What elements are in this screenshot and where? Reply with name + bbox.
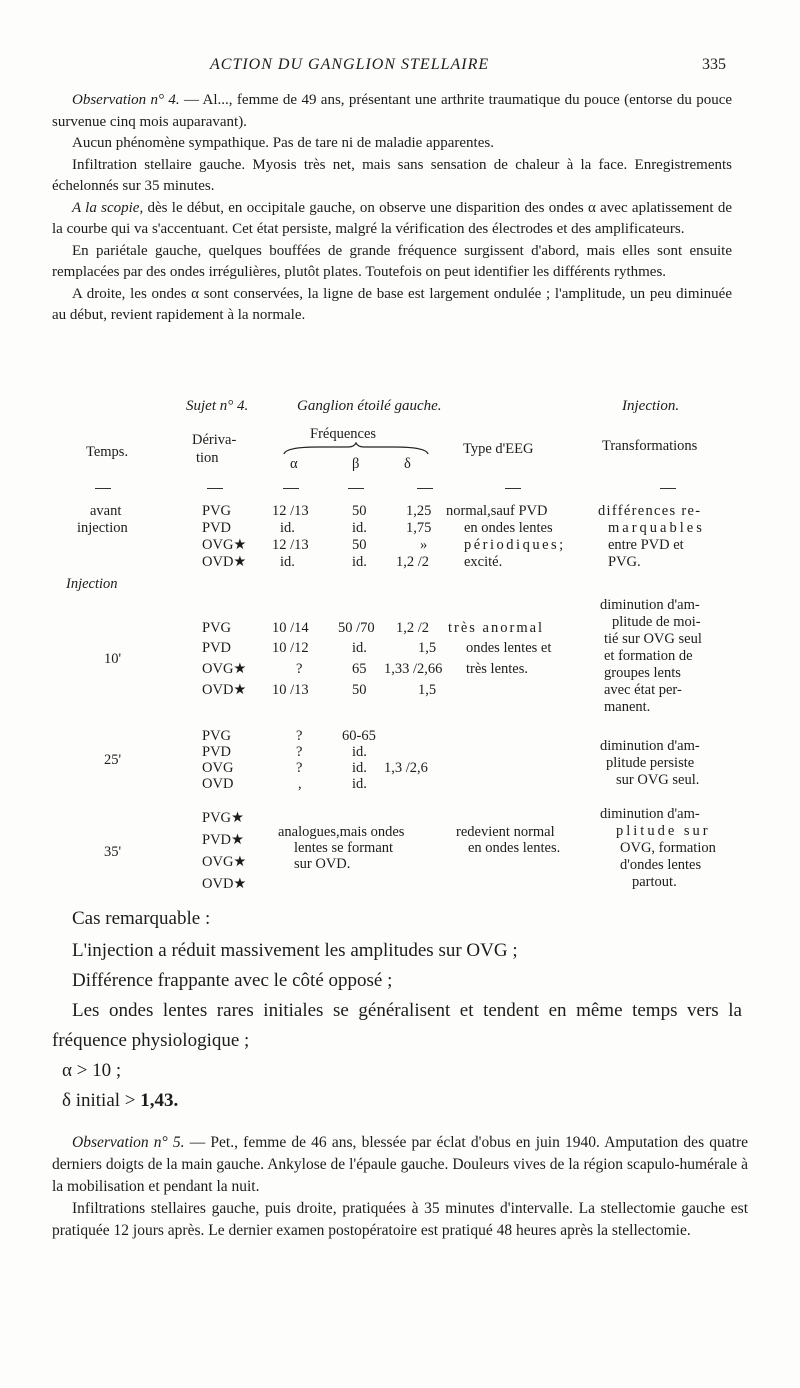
transformation: d'ondes lentes xyxy=(620,857,702,873)
observation-4-line-2: Aucun phénomène sympathique. Pas de tare ni de maladie apparentes. xyxy=(72,135,494,151)
summary-line: Les ondes lentes rares initiales se généralisent et tendent en même temps vers la fréquence physiologique ; xyxy=(52,1000,742,1051)
col-temps: Temps. xyxy=(86,444,129,460)
beta-value: 50 /70 xyxy=(338,620,375,636)
transformation: différences re- xyxy=(598,503,702,519)
header-rule xyxy=(417,488,433,489)
transformation: OVG, formation xyxy=(620,840,716,856)
transformation: diminution d'am- xyxy=(600,738,700,754)
beta-value: id. xyxy=(352,744,367,760)
derivation: PVG xyxy=(202,503,232,519)
derivation: OVD★ xyxy=(202,682,247,698)
table-injection-header: Injection. xyxy=(622,398,680,414)
beta-value: 50 xyxy=(352,682,367,698)
transformation: PVG. xyxy=(608,554,641,570)
derivation: OVG xyxy=(202,760,234,776)
transformation: diminution d'am- xyxy=(600,806,700,822)
time-label: injection xyxy=(77,520,128,536)
transformation: diminution d'am- xyxy=(600,597,700,613)
table-ganglion: Ganglion étoilé gauche. xyxy=(297,398,442,414)
frequences-brace xyxy=(282,442,430,456)
transformation: et formation de xyxy=(604,648,693,664)
delta-value: 1,33 /2,66 xyxy=(384,661,443,677)
page-number: 335 xyxy=(702,56,726,73)
beta-value: 50 xyxy=(352,503,367,519)
frequency-note: analogues,mais ondes xyxy=(278,824,405,840)
transformation: sur OVG seul. xyxy=(616,772,700,788)
derivation: OVG★ xyxy=(202,537,247,553)
derivation: PVD xyxy=(202,744,232,760)
eeg-type: très anormal xyxy=(448,620,545,636)
derivation: PVD xyxy=(202,520,232,536)
observation-5-text: — Pet., femme de 46 ans, blessée par éclat d'obus en juin 1940. Amputation des quatre derniers doigts de la main gauche. Ankylose de l'épaule gauche. Douleurs vives de la région scapulo-humérale à la mobilisation et pendant la nuit. xyxy=(52,1134,749,1195)
header-rule xyxy=(207,488,223,489)
delta-value: 1,2 /2 xyxy=(396,620,430,636)
alpha-value: , xyxy=(298,776,302,792)
eeg-type: redevient normal xyxy=(456,824,555,840)
header-rule xyxy=(95,488,111,489)
beta-value: id. xyxy=(352,554,367,570)
alpha-value: 10 /12 xyxy=(272,640,309,656)
eeg-type: ondes lentes et xyxy=(466,640,552,656)
col-derivation-1: Dériva- xyxy=(192,432,237,448)
observation-5-label: Observation n° 5. xyxy=(72,1134,185,1151)
delta-value: 1,2 /2 xyxy=(396,554,430,570)
eeg-type: très lentes. xyxy=(466,661,529,677)
summary-line: L'injection a réduit massivement les amplitudes sur OVG ; xyxy=(72,940,518,961)
summary xyxy=(52,904,742,1116)
derivation: OVD★ xyxy=(202,554,247,570)
col-type: Type d'EEG xyxy=(463,441,534,457)
transformation: plitude sur xyxy=(616,823,711,839)
summary-value: 1,43. xyxy=(140,1090,179,1111)
observation-4-intro: — Al..., femme de 49 ans, présentant une arthrite traumatique du pouce (entorse du pouce survenue cinq mois auparavant). xyxy=(52,92,733,130)
eeg-type: périodiques; xyxy=(464,537,566,553)
droite-text: A droite, les ondes α sont conservées, la ligne de base est largement ondulée ; l'amplitude, un peu diminuée au début, revient rapidement à la normale. xyxy=(52,285,732,323)
alpha-value: id. xyxy=(280,554,295,570)
beta-value: 50 xyxy=(352,537,367,553)
transformation: plitude persiste xyxy=(606,755,695,771)
frequency-note: lentes se formant xyxy=(294,840,394,856)
summary-line: δ initial > xyxy=(62,1090,136,1111)
header-rule xyxy=(283,488,299,489)
alpha-value: 12 /13 xyxy=(272,503,309,519)
col-delta: δ xyxy=(404,456,411,472)
col-derivation-2: tion xyxy=(196,450,219,466)
alpha-value: 10 /13 xyxy=(272,682,309,698)
running-title: ACTION DU GANGLION STELLAIRE xyxy=(210,56,490,73)
col-frequences: Fréquences xyxy=(310,426,377,442)
header-rule xyxy=(505,488,521,489)
scopie-label: A la scopie, xyxy=(72,199,144,216)
injection-label: Injection xyxy=(66,576,118,592)
alpha-value: 12 /13 xyxy=(272,537,309,553)
observation-4-label: Observation n° 4. xyxy=(72,92,180,108)
alpha-value: ? xyxy=(296,744,303,760)
beta-value: id. xyxy=(352,760,367,776)
col-alpha: α xyxy=(290,456,298,472)
eeg-type: en ondes lentes. xyxy=(468,840,561,856)
delta-value: 1,5 xyxy=(418,640,437,656)
observation-5-text-2: Infiltrations stellaires gauche, puis droite, pratiquées à 35 minutes d'intervalle. La stellectomie gauche est pratiquée 12 jours après. Le dernier examen postopératoire est pratiqué 48 heures après la stellectomie. xyxy=(52,1200,748,1239)
derivation: PVD xyxy=(202,640,232,656)
alpha-value: id. xyxy=(280,520,295,536)
transformation: partout. xyxy=(632,874,677,890)
derivation: OVG★ xyxy=(202,854,247,870)
observation-4-line-3: Infiltration stellaire gauche. Myosis très net, mais sans sensation de chaleur à la face. Enregistrements échelonnés sur 35 minutes. xyxy=(52,156,732,194)
transformation: manent. xyxy=(604,699,651,715)
col-beta: β xyxy=(352,456,360,472)
derivation: PVG xyxy=(202,728,232,744)
transformation: marquables xyxy=(608,520,705,536)
beta-value: 65 xyxy=(352,661,367,677)
transformation: groupes lents xyxy=(604,665,681,681)
delta-value: 1,25 xyxy=(406,503,432,519)
summary-line: α > 10 ; xyxy=(62,1060,122,1081)
summary-line: Différence frappante avec le côté opposé ; xyxy=(72,970,393,991)
beta-value: id. xyxy=(352,640,367,656)
derivation: OVD xyxy=(202,776,234,792)
eeg-type: en ondes lentes xyxy=(464,520,553,536)
beta-value: id. xyxy=(352,520,367,536)
beta-value: id. xyxy=(352,776,367,792)
derivation: PVD★ xyxy=(202,832,245,848)
alpha-value: ? xyxy=(296,661,303,677)
parietale-text: En pariétale gauche, quelques bouffées de grande fréquence surgissent d'abord, mais elles sont ensuite remplacées par des ondes irrégulières, plutôt plates. Toutefois on peut identifier les différents rythmes. xyxy=(52,242,732,280)
transformation: avec état per- xyxy=(604,682,682,698)
derivation: OVG★ xyxy=(202,661,247,677)
time-label: 35' xyxy=(104,844,122,860)
time-label: 10' xyxy=(104,651,122,667)
time-label: avant xyxy=(90,503,122,519)
transformation: tié sur OVG seul xyxy=(604,631,702,647)
header-rule xyxy=(660,488,676,489)
transformation: entre PVD et xyxy=(608,537,684,553)
delta-value: 1,3 /2,6 xyxy=(384,760,428,776)
eeg-type: normal,sauf PVD xyxy=(446,503,548,519)
delta-value: 1,5 xyxy=(418,682,437,698)
alpha-value: 10 /14 xyxy=(272,620,309,636)
frequency-note: sur OVD. xyxy=(294,856,351,872)
scopie-text: dès le début, en occipitale gauche, on observe une disparition des ondes α avec aplatissement de la courbe qui va s'accentuant. Cet état persiste, malgré la vérification des électrodes et des amplificateurs. xyxy=(52,199,733,237)
table-subject: Sujet n° 4. xyxy=(186,398,249,414)
summary-heading: Cas remarquable : xyxy=(72,908,211,929)
derivation: PVG★ xyxy=(202,810,245,826)
transformation: plitude de moi- xyxy=(612,614,701,630)
observation-5 xyxy=(52,1132,748,1242)
eeg-type: excité. xyxy=(464,554,503,570)
beta-value: 60-65 xyxy=(342,728,376,744)
derivation: PVG xyxy=(202,620,232,636)
delta-value: » xyxy=(420,537,428,553)
time-label: 25' xyxy=(104,752,122,768)
alpha-value: ? xyxy=(296,760,303,776)
observation-4 xyxy=(52,90,732,327)
header-rule xyxy=(348,488,364,489)
col-transformations: Transformations xyxy=(602,438,698,454)
delta-value: 1,75 xyxy=(406,520,432,536)
alpha-value: ? xyxy=(296,728,303,744)
derivation: OVD★ xyxy=(202,876,247,892)
